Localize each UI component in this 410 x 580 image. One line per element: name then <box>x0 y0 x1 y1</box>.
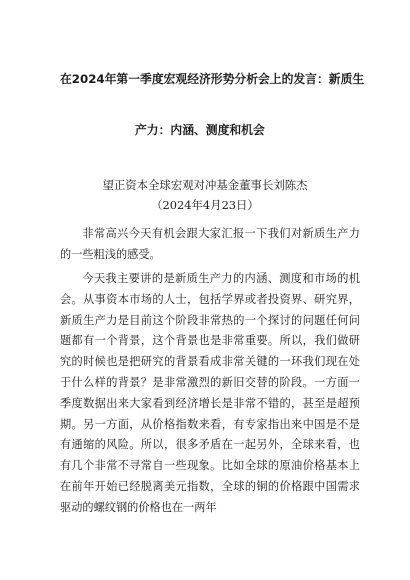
document-title-line-1: 在2024年第一季度宏观经济形势分析会上的发言：新质生 <box>60 72 365 86</box>
body-paragraph: 今天我主要讲的是新质生产力的内涵、测度和市场的机会。从事资本市场的人士，包括学界或者投资界、研究界，新质生产力是目前这个阶段非常热的一个探讨的问题任何问题都有一个背景，这个背景也是非常重要。所以，我们做研究的时候也是把研究的背景看成非常关键的一环我们现在处于什么样的背景？是非常激烈的新旧交替的阶段。一方面一季度数据出来大家看到经济增长是非常不错的，甚至是超预期。另一方面，从价格指数来看，有专家指出来中国是不是有通缩的风险。所以，很多矛盾在一起另外，全球来看，也有几个非常不寻常自一些现象。比如全球的原油价格基本上在前年开始已经脱离美元指数，全球的铜的价格跟中国需求驱动的螺纹钢的价格也在一两年 <box>60 272 360 514</box>
body-paragraph: 非常高兴今天有机会跟大家汇报一下我们对新质生产力的一些粗浅的感受。 <box>60 227 360 261</box>
date-line: （2024年4月23日） <box>151 198 259 212</box>
document-title-line-2: 产力：内涵、测度和机会 <box>135 123 265 137</box>
author-line: 望正资本全球宏观对冲基金董事长刘陈杰 <box>102 178 308 192</box>
document-body <box>60 224 360 522</box>
